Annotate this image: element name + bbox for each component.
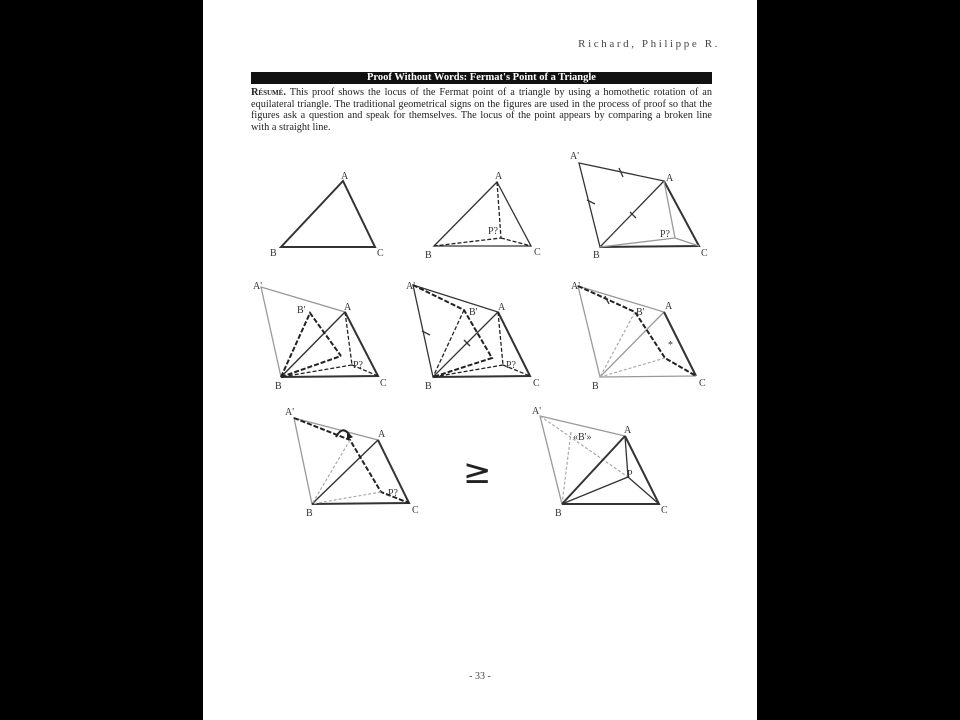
svg-text:B: B: [275, 381, 282, 392]
svg-text:C: C: [534, 247, 541, 258]
svg-text:B: B: [555, 508, 562, 519]
svg-text:A: A: [341, 171, 349, 182]
svg-text:B: B: [306, 508, 313, 519]
figure-2-query-point: [425, 171, 541, 261]
figure-3-equilateral-rotation: [570, 151, 708, 261]
greater-equal-sign: ≥: [463, 452, 492, 492]
svg-text:C: C: [380, 378, 387, 389]
svg-text:A: A: [498, 302, 506, 313]
svg-text:B: B: [593, 250, 600, 261]
svg-text:P?: P?: [506, 360, 516, 371]
svg-text:A: A: [378, 429, 386, 440]
svg-text:B: B: [425, 250, 432, 261]
svg-text:P: P: [627, 469, 633, 480]
svg-text:C: C: [533, 378, 540, 389]
svg-text:A: A: [624, 425, 632, 436]
figure-4-rotated-point: [253, 281, 387, 392]
svg-text:A: A: [495, 171, 503, 182]
svg-text:C: C: [699, 378, 706, 389]
article-title: Proof Without Words: Fermat's Point of a Triangle: [251, 72, 712, 84]
abstract-text: This proof shows the locus of the Fermat point of a triangle by using a homothetic rotation of an equilateral triangle. The traditional geometrical signs on the figures are used in the process of proof so that the figures ask a question and speak for themselves. The locus of the point appears by comparing a broken line with a straight line.: [251, 87, 712, 133]
svg-text:B': B': [297, 305, 306, 316]
figure-1-triangle: [270, 171, 384, 259]
svg-text:B': B': [469, 307, 478, 318]
svg-text:C: C: [377, 248, 384, 259]
svg-text:A': A': [571, 281, 581, 292]
svg-text:B': B': [636, 307, 645, 318]
svg-text:A': A': [406, 281, 416, 292]
svg-text:A: A: [665, 301, 673, 312]
svg-text:P?: P?: [353, 360, 363, 371]
svg-text:P?: P?: [660, 229, 670, 240]
svg-text:B: B: [270, 248, 277, 259]
svg-text:*: *: [668, 340, 673, 351]
abstract-label: Résumé.: [251, 87, 286, 98]
document-page: [203, 0, 757, 720]
svg-text:«B'»: «B'»: [573, 432, 592, 443]
running-header-author: Richard, Philippe R.: [578, 38, 720, 50]
svg-text:A: A: [344, 302, 352, 313]
svg-text:P?: P?: [388, 488, 398, 499]
svg-text:C: C: [412, 505, 419, 516]
svg-text:A': A': [253, 281, 263, 292]
svg-text:B: B: [425, 381, 432, 392]
svg-text:A': A': [285, 407, 295, 418]
proof-figures: [203, 0, 757, 720]
page-number: - 33 -: [469, 671, 491, 682]
figure-5-congruent-segments: [406, 281, 540, 392]
svg-text:A': A': [570, 151, 580, 162]
figure-7-rotation-arrow: [285, 407, 419, 519]
svg-text:C: C: [661, 505, 668, 516]
svg-text:C: C: [701, 248, 708, 259]
figure-6-broken-line: [571, 281, 706, 392]
figure-8-fermat-point: [532, 406, 668, 519]
svg-text:A: A: [666, 173, 674, 184]
svg-text:A': A': [532, 406, 542, 417]
svg-text:P?: P?: [488, 226, 498, 237]
svg-text:B: B: [592, 381, 599, 392]
